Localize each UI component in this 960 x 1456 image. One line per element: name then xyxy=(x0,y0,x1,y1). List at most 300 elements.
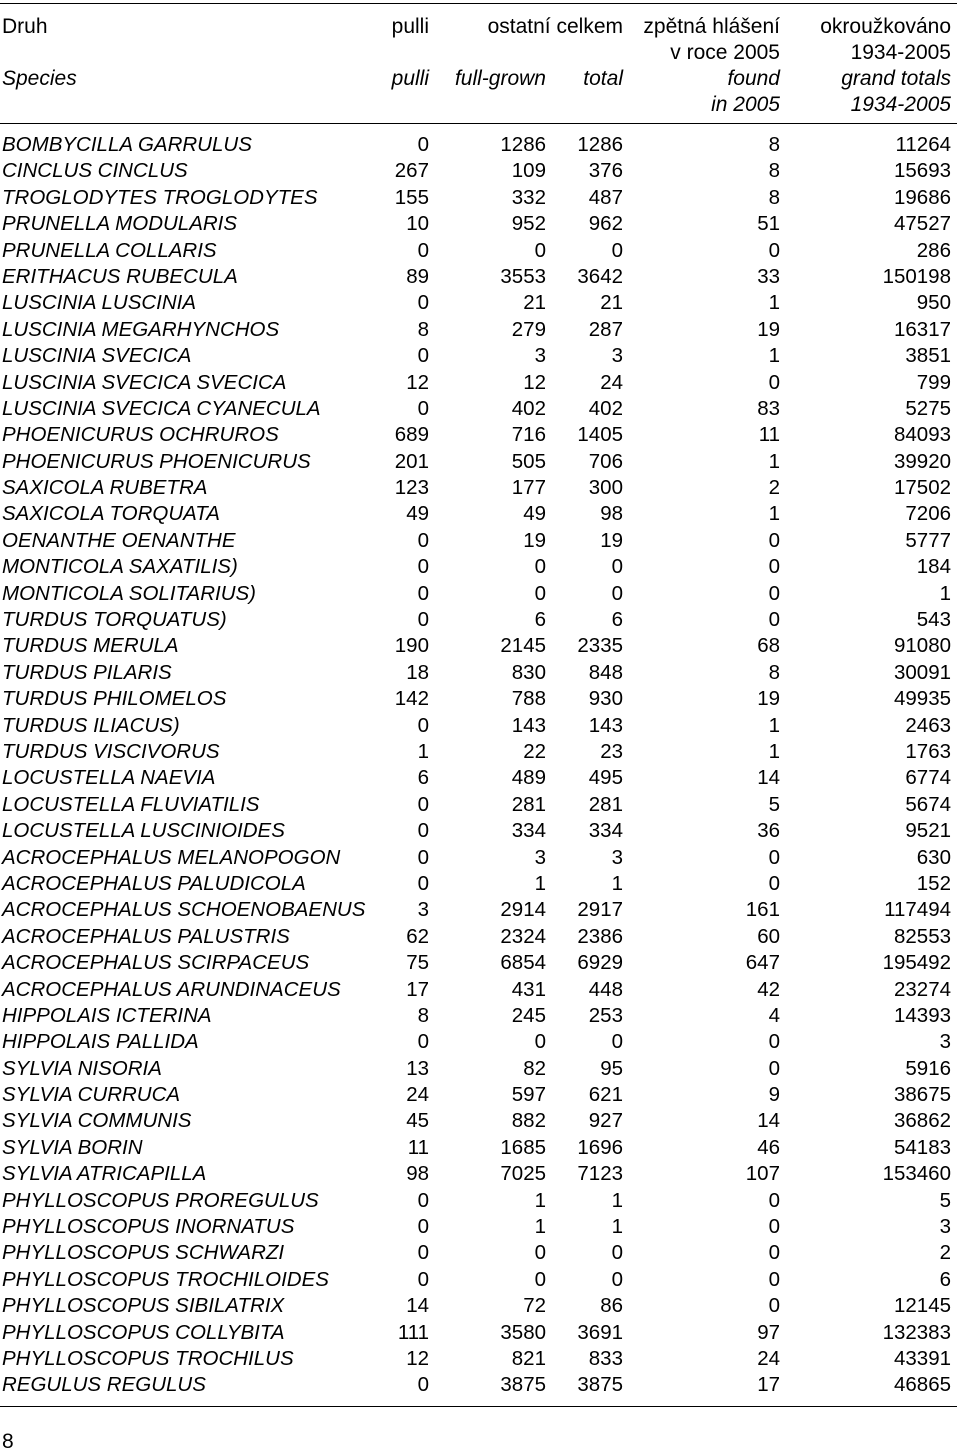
table-row xyxy=(0,924,957,950)
total-cell: 253 xyxy=(588,1003,623,1027)
fullgrown-cell: 0 xyxy=(534,1241,546,1265)
grand-total-cell: 195492 xyxy=(882,951,951,975)
found-cell: 0 xyxy=(768,1241,780,1265)
found-cell: 0 xyxy=(768,1056,780,1080)
total-cell: 3 xyxy=(611,344,623,368)
fullgrown-cell: 402 xyxy=(511,396,546,420)
total-cell: 98 xyxy=(600,502,623,526)
grand-total-cell: 7206 xyxy=(905,502,951,526)
table-row xyxy=(0,185,957,211)
found-cell: 0 xyxy=(768,1030,780,1054)
pulli-cell: 45 xyxy=(406,1109,429,1133)
grand-total-cell: 38675 xyxy=(893,1083,951,1107)
species-cell: PHYLLOSCOPUS TROCHILUS xyxy=(2,1346,294,1370)
pulli-cell: 0 xyxy=(417,845,429,869)
grand-total-cell: 132383 xyxy=(882,1320,951,1344)
found-cell: 19 xyxy=(757,317,780,341)
table-row xyxy=(0,264,957,290)
pulli-cell: 12 xyxy=(406,1346,429,1370)
total-cell: 962 xyxy=(588,212,623,236)
table-row xyxy=(0,581,957,607)
table-row xyxy=(0,871,957,897)
pulli-cell: 0 xyxy=(417,396,429,420)
found-cell: 68 xyxy=(757,634,780,658)
found-cell: 46 xyxy=(757,1135,780,1159)
grand-total-cell: 17502 xyxy=(893,476,951,500)
grand-total-cell: 16317 xyxy=(893,317,951,341)
grand-total-cell: 12145 xyxy=(893,1294,951,1318)
found-cell: 0 xyxy=(768,608,780,632)
table-row xyxy=(0,1188,957,1214)
pulli-cell: 8 xyxy=(417,1003,429,1027)
found-cell: 8 xyxy=(768,660,780,684)
pulli-cell: 0 xyxy=(417,1030,429,1054)
species-cell: REGULUS REGULUS xyxy=(2,1373,206,1397)
table-row xyxy=(0,396,957,422)
fullgrown-cell: 0 xyxy=(534,1267,546,1291)
total-cell: 3875 xyxy=(577,1373,623,1397)
grand-total-cell: 5777 xyxy=(905,528,951,552)
grand-total-cell: 152 xyxy=(916,871,951,895)
fullgrown-cell: 597 xyxy=(511,1083,546,1107)
fullgrown-cell: 279 xyxy=(511,317,546,341)
fullgrown-cell: 82 xyxy=(523,1056,546,1080)
grand-total-cell: 46865 xyxy=(893,1373,951,1397)
species-cell: LUSCINIA LUSCINIA xyxy=(2,291,197,315)
total-cell: 0 xyxy=(611,1241,623,1265)
found-cell: 0 xyxy=(768,528,780,552)
species-cell: LUSCINIA SVECICA xyxy=(2,344,192,368)
total-cell: 833 xyxy=(588,1346,623,1370)
total-cell: 7123 xyxy=(577,1162,623,1186)
grand-total-cell: 1 xyxy=(939,581,951,605)
pulli-cell: 0 xyxy=(417,238,429,262)
found-cell: 1 xyxy=(768,713,780,737)
fullgrown-cell: 3 xyxy=(534,845,546,869)
fullgrown-cell: 0 xyxy=(534,1030,546,1054)
grand-total-cell: 43391 xyxy=(893,1346,951,1370)
grand-total-cell: 49935 xyxy=(893,687,951,711)
table-row xyxy=(0,1056,957,1082)
grand-total-cell: 3 xyxy=(939,1030,951,1054)
pulli-cell: 689 xyxy=(394,423,429,447)
species-cell: BOMBYCILLA GARRULUS xyxy=(2,133,252,156)
table-row xyxy=(0,1267,957,1293)
fullgrown-cell: 0 xyxy=(534,238,546,262)
pulli-cell: 0 xyxy=(417,819,429,843)
found-cell: 33 xyxy=(757,264,780,288)
found-cell: 0 xyxy=(768,238,780,262)
pulli-cell: 142 xyxy=(394,687,429,711)
pulli-cell: 62 xyxy=(406,924,429,948)
bottom-rule xyxy=(0,1406,957,1407)
species-cell: PHYLLOSCOPUS TROCHILOIDES xyxy=(2,1267,329,1291)
pulli-cell: 0 xyxy=(417,713,429,737)
pulli-cell: 0 xyxy=(417,1215,429,1239)
total-cell: 848 xyxy=(588,660,623,684)
header-recovered-cz: zpětná hlášení xyxy=(643,15,780,38)
found-cell: 19 xyxy=(757,687,780,711)
species-cell: TURDUS MERULA xyxy=(2,634,179,658)
found-cell: 0 xyxy=(768,1267,780,1291)
pulli-cell: 0 xyxy=(417,1241,429,1265)
species-cell: PRUNELLA COLLARIS xyxy=(2,238,217,262)
fullgrown-cell: 952 xyxy=(511,212,546,236)
grand-total-cell: 153460 xyxy=(882,1162,951,1186)
fullgrown-cell: 788 xyxy=(511,687,546,711)
header-found-year-en: in 2005 xyxy=(711,93,780,116)
table-row xyxy=(0,1214,957,1240)
table-row xyxy=(0,686,957,712)
total-cell: 0 xyxy=(611,581,623,605)
species-cell: ACROCEPHALUS MELANOPOGON xyxy=(2,845,341,869)
fullgrown-cell: 489 xyxy=(511,766,546,790)
pulli-cell: 0 xyxy=(417,133,429,156)
total-cell: 0 xyxy=(611,238,623,262)
total-cell: 3691 xyxy=(577,1320,623,1344)
table-row xyxy=(0,607,957,633)
found-cell: 1 xyxy=(768,502,780,526)
fullgrown-cell: 716 xyxy=(511,423,546,447)
fullgrown-cell: 3553 xyxy=(500,264,546,288)
grand-total-cell: 286 xyxy=(916,238,951,262)
fullgrown-cell: 821 xyxy=(511,1346,546,1370)
grand-total-cell: 3851 xyxy=(905,344,951,368)
table-row xyxy=(0,1082,957,1108)
total-cell: 1 xyxy=(611,1188,623,1212)
table-row xyxy=(0,449,957,475)
fullgrown-cell: 143 xyxy=(511,713,546,737)
table-row xyxy=(0,132,957,158)
top-rule xyxy=(0,3,957,4)
fullgrown-cell: 830 xyxy=(511,660,546,684)
species-cell: PHYLLOSCOPUS SIBILATRIX xyxy=(2,1294,285,1318)
species-cell: LOCUSTELLA FLUVIATILIS xyxy=(2,792,260,816)
species-cell: LUSCINIA MEGARHYNCHOS xyxy=(2,317,280,341)
total-cell: 281 xyxy=(588,792,623,816)
total-cell: 2335 xyxy=(577,634,623,658)
total-cell: 487 xyxy=(588,185,623,209)
table-header xyxy=(0,12,957,122)
pulli-cell: 49 xyxy=(406,502,429,526)
table-row xyxy=(0,1003,957,1029)
found-cell: 42 xyxy=(757,977,780,1001)
pulli-cell: 1 xyxy=(417,739,429,763)
fullgrown-cell: 281 xyxy=(511,792,546,816)
total-cell: 86 xyxy=(600,1294,623,1318)
table-row xyxy=(0,897,957,923)
found-cell: 107 xyxy=(745,1162,780,1186)
pulli-cell: 14 xyxy=(406,1294,429,1318)
pulli-cell: 12 xyxy=(406,370,429,394)
table-row xyxy=(0,1320,957,1346)
grand-total-cell: 5 xyxy=(939,1188,951,1212)
species-cell: LUSCINIA SVECICA CYANECULA xyxy=(2,396,321,420)
table-row xyxy=(0,290,957,316)
found-cell: 1 xyxy=(768,344,780,368)
table-row xyxy=(0,501,957,527)
header-pulli-en: pulli xyxy=(391,67,429,90)
header-grand-en: grand totals xyxy=(841,67,951,90)
found-cell: 0 xyxy=(768,845,780,869)
fullgrown-cell: 49 xyxy=(523,502,546,526)
species-cell: SYLVIA CURRUCA xyxy=(2,1083,181,1107)
fullgrown-cell: 334 xyxy=(511,819,546,843)
found-cell: 9 xyxy=(768,1083,780,1107)
total-cell: 927 xyxy=(588,1109,623,1133)
total-cell: 930 xyxy=(588,687,623,711)
fullgrown-cell: 21 xyxy=(523,291,546,315)
species-cell: PHYLLOSCOPUS SCHWARZI xyxy=(2,1241,285,1265)
table-row xyxy=(0,317,957,343)
found-cell: 36 xyxy=(757,819,780,843)
grand-total-cell: 14393 xyxy=(893,1003,951,1027)
grand-total-cell: 15693 xyxy=(893,159,951,183)
pulli-cell: 0 xyxy=(417,581,429,605)
table-row xyxy=(0,1029,957,1055)
fullgrown-cell: 3580 xyxy=(500,1320,546,1344)
species-cell: TROGLODYTES TROGLODYTES xyxy=(2,185,318,209)
pulli-cell: 11 xyxy=(407,1135,429,1159)
total-cell: 2917 xyxy=(577,898,623,922)
fullgrown-cell: 109 xyxy=(511,159,546,183)
found-cell: 0 xyxy=(768,370,780,394)
table-row xyxy=(0,633,957,659)
species-cell: PHYLLOSCOPUS PROREGULUS xyxy=(2,1188,319,1212)
species-cell: LOCUSTELLA LUSCINIOIDES xyxy=(2,819,285,843)
pulli-cell: 0 xyxy=(417,1267,429,1291)
header-grand-years-en: 1934-2005 xyxy=(850,93,951,116)
total-cell: 448 xyxy=(588,977,623,1001)
species-cell: ACROCEPHALUS SCHOENOBAENUS xyxy=(2,898,366,922)
grand-total-cell: 950 xyxy=(916,291,951,315)
species-cell: HIPPOLAIS PALLIDA xyxy=(2,1030,199,1054)
grand-total-cell: 630 xyxy=(916,845,951,869)
found-cell: 14 xyxy=(757,1109,780,1133)
found-cell: 1 xyxy=(768,449,780,473)
table-row xyxy=(0,475,957,501)
species-cell: OENANTHE OENANTHE xyxy=(2,528,236,552)
fullgrown-cell: 7025 xyxy=(500,1162,546,1186)
grand-total-cell: 39920 xyxy=(893,449,951,473)
species-cell: PRUNELLA MODULARIS xyxy=(2,212,238,236)
found-cell: 0 xyxy=(768,871,780,895)
found-cell: 83 xyxy=(757,396,780,420)
fullgrown-cell: 6 xyxy=(534,608,546,632)
pulli-cell: 13 xyxy=(406,1056,429,1080)
table-row xyxy=(0,370,957,396)
total-cell: 621 xyxy=(588,1083,623,1107)
table-row xyxy=(0,739,957,765)
total-cell: 1405 xyxy=(577,423,623,447)
pulli-cell: 17 xyxy=(406,977,429,1001)
table-row xyxy=(0,1240,957,1266)
pulli-cell: 201 xyxy=(394,449,429,473)
table-row xyxy=(0,1161,957,1187)
grand-total-cell: 184 xyxy=(916,555,951,579)
total-cell: 376 xyxy=(588,159,623,183)
found-cell: 0 xyxy=(768,1294,780,1318)
table-row xyxy=(0,554,957,580)
total-cell: 495 xyxy=(588,766,623,790)
fullgrown-cell: 22 xyxy=(523,739,546,763)
found-cell: 4 xyxy=(768,1003,780,1027)
grand-total-cell: 799 xyxy=(916,370,951,394)
total-cell: 21 xyxy=(600,291,623,315)
pulli-cell: 0 xyxy=(417,608,429,632)
found-cell: 0 xyxy=(768,581,780,605)
found-cell: 8 xyxy=(768,159,780,183)
table-row xyxy=(0,343,957,369)
grand-total-cell: 2 xyxy=(939,1241,951,1265)
found-cell: 1 xyxy=(768,291,780,315)
grand-total-cell: 6 xyxy=(939,1267,951,1291)
total-cell: 3 xyxy=(611,845,623,869)
total-cell: 143 xyxy=(588,713,623,737)
pulli-cell: 190 xyxy=(394,634,429,658)
found-cell: 60 xyxy=(757,924,780,948)
grand-total-cell: 36862 xyxy=(893,1109,951,1133)
species-cell: ACROCEPHALUS ARUNDINACEUS xyxy=(2,977,341,1001)
species-cell: PHOENICURUS OCHRUROS xyxy=(2,423,279,447)
fullgrown-cell: 12 xyxy=(523,370,546,394)
table-row xyxy=(0,818,957,844)
pulli-cell: 24 xyxy=(406,1083,429,1107)
table-row xyxy=(0,422,957,448)
found-cell: 0 xyxy=(768,1215,780,1239)
fullgrown-cell: 1685 xyxy=(500,1135,546,1159)
header-rule xyxy=(0,123,957,124)
fullgrown-cell: 245 xyxy=(511,1003,546,1027)
fullgrown-cell: 2914 xyxy=(500,898,546,922)
total-cell: 24 xyxy=(600,370,623,394)
grand-total-cell: 47527 xyxy=(893,212,951,236)
pulli-cell: 75 xyxy=(406,951,429,975)
table-row xyxy=(0,1372,957,1398)
pulli-cell: 0 xyxy=(417,871,429,895)
total-cell: 2386 xyxy=(577,924,623,948)
pulli-cell: 18 xyxy=(406,660,429,684)
table-row xyxy=(0,1108,957,1134)
pulli-cell: 0 xyxy=(417,344,429,368)
grand-total-cell: 30091 xyxy=(893,660,951,684)
found-cell: 0 xyxy=(768,1188,780,1212)
species-cell: PHYLLOSCOPUS INORNATUS xyxy=(2,1215,295,1239)
pulli-cell: 6 xyxy=(417,766,429,790)
fullgrown-cell: 3875 xyxy=(500,1373,546,1397)
grand-total-cell: 3 xyxy=(939,1215,951,1239)
header-fullgrown-en: full-grown xyxy=(454,67,546,90)
header-species-en: Species xyxy=(2,67,77,90)
pulli-cell: 0 xyxy=(417,291,429,315)
total-cell: 0 xyxy=(611,1267,623,1291)
found-cell: 161 xyxy=(745,898,780,922)
grand-total-cell: 150198 xyxy=(882,264,951,288)
found-cell: 8 xyxy=(768,185,780,209)
table-row xyxy=(0,792,957,818)
grand-total-cell: 6774 xyxy=(905,766,951,790)
table-row xyxy=(0,211,957,237)
species-cell: MONTICOLA SOLITARIUS) xyxy=(2,581,256,605)
fullgrown-cell: 431 xyxy=(511,977,546,1001)
grand-total-cell: 54183 xyxy=(893,1135,951,1159)
species-cell: MONTICOLA SAXATILIS) xyxy=(2,555,238,579)
found-cell: 24 xyxy=(757,1346,780,1370)
pulli-cell: 3 xyxy=(417,898,429,922)
table-row xyxy=(0,1135,957,1161)
fullgrown-cell: 3 xyxy=(534,344,546,368)
table-row xyxy=(0,950,957,976)
header-recovered-year-cz: v roce 2005 xyxy=(670,41,780,64)
species-cell: SYLVIA NISORIA xyxy=(2,1056,162,1080)
pulli-cell: 98 xyxy=(406,1162,429,1186)
grand-total-cell: 19686 xyxy=(893,185,951,209)
fullgrown-cell: 0 xyxy=(534,555,546,579)
table-row xyxy=(0,765,957,791)
found-cell: 14 xyxy=(757,766,780,790)
fullgrown-cell: 2324 xyxy=(500,924,546,948)
grand-total-cell: 543 xyxy=(916,608,951,632)
grand-total-cell: 23274 xyxy=(893,977,951,1001)
pulli-cell: 89 xyxy=(406,264,429,288)
found-cell: 5 xyxy=(768,792,780,816)
species-cell: TURDUS PHILOMELOS xyxy=(2,687,227,711)
table-row xyxy=(0,238,957,264)
header-ringed-cz: okroužkováno xyxy=(820,15,951,38)
pulli-cell: 8 xyxy=(417,317,429,341)
header-other-total-cz: ostatní celkem xyxy=(487,15,623,38)
total-cell: 6929 xyxy=(577,951,623,975)
grand-total-cell: 117494 xyxy=(884,898,951,922)
fullgrown-cell: 72 xyxy=(523,1294,546,1318)
total-cell: 402 xyxy=(588,396,623,420)
species-cell: SYLVIA ATRICAPILLA xyxy=(2,1162,207,1186)
table-row xyxy=(0,1293,957,1319)
found-cell: 51 xyxy=(757,212,780,236)
species-cell: ACROCEPHALUS SCIRPACEUS xyxy=(2,951,310,975)
header-ringed-years-cz: 1934-2005 xyxy=(850,41,951,64)
header-pulli-cz: pulli xyxy=(391,15,429,38)
found-cell: 647 xyxy=(745,951,780,975)
header-found-en: found xyxy=(727,67,780,90)
header-total-en: total xyxy=(583,67,623,90)
grand-total-cell: 82553 xyxy=(893,924,951,948)
total-cell: 3642 xyxy=(577,264,623,288)
fullgrown-cell: 1 xyxy=(534,871,546,895)
species-cell: ACROCEPHALUS PALUSTRIS xyxy=(2,924,290,948)
total-cell: 6 xyxy=(611,608,623,632)
total-cell: 287 xyxy=(588,317,623,341)
grand-total-cell: 1763 xyxy=(905,739,951,763)
species-cell: SYLVIA BORIN xyxy=(2,1135,143,1159)
species-cell: TURDUS PILARIS xyxy=(2,660,172,684)
species-cell: TURDUS ILIACUS) xyxy=(2,713,180,737)
found-cell: 17 xyxy=(757,1373,780,1397)
grand-total-cell: 91080 xyxy=(893,634,951,658)
species-cell: SAXICOLA RUBETRA xyxy=(2,476,208,500)
pulli-cell: 155 xyxy=(394,185,429,209)
species-cell: CINCLUS CINCLUS xyxy=(2,159,188,183)
total-cell: 300 xyxy=(588,476,623,500)
total-cell: 0 xyxy=(611,1030,623,1054)
total-cell: 334 xyxy=(588,819,623,843)
grand-total-cell: 5275 xyxy=(905,396,951,420)
fullgrown-cell: 6854 xyxy=(500,951,546,975)
fullgrown-cell: 882 xyxy=(511,1109,546,1133)
grand-total-cell: 11264 xyxy=(895,133,951,156)
found-cell: 1 xyxy=(768,739,780,763)
pulli-cell: 111 xyxy=(397,1320,429,1344)
